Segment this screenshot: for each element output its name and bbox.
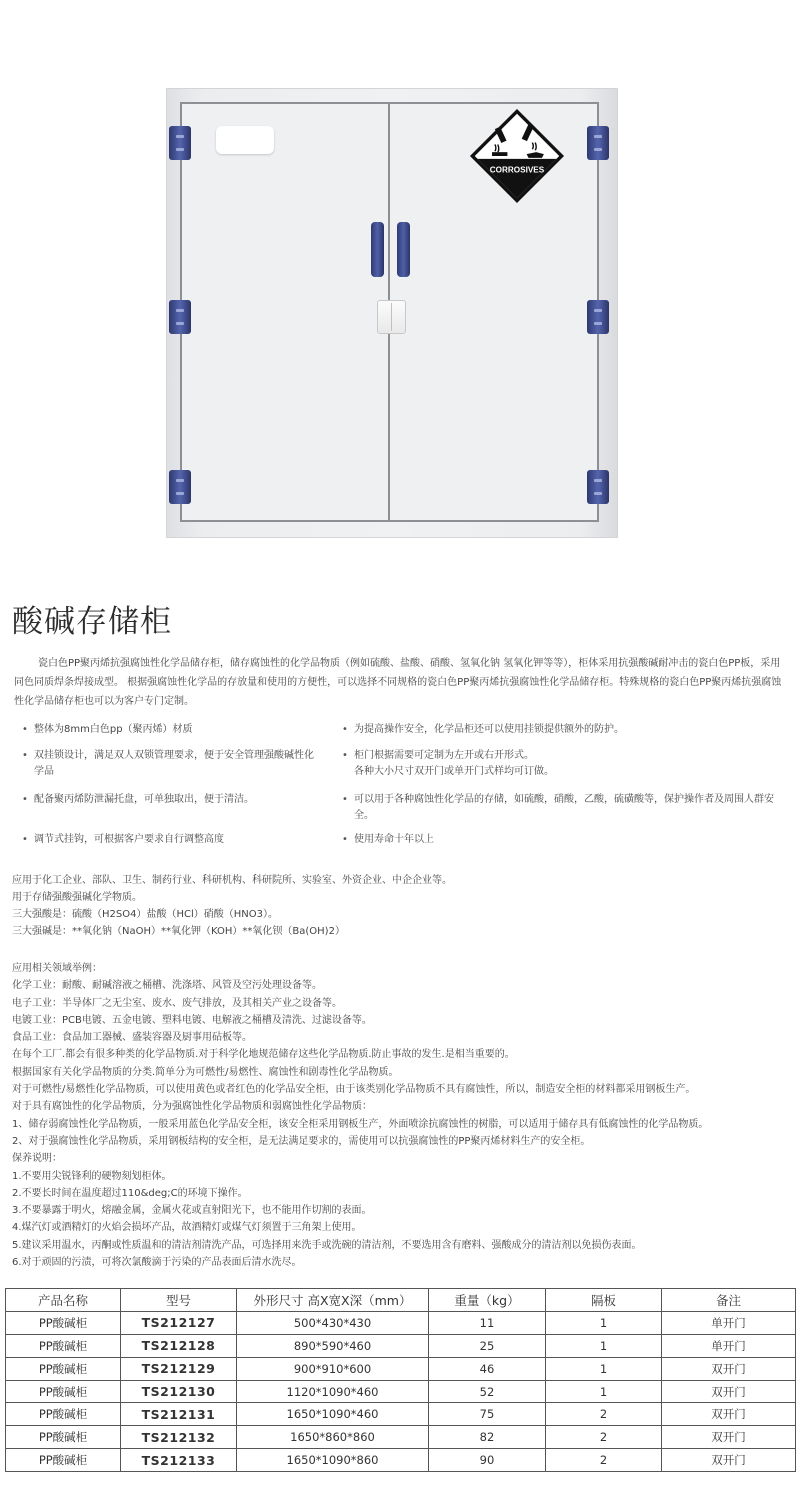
table-cell: TS212129 [121,1357,237,1380]
table-cell: TS212133 [121,1449,237,1472]
table-cell: 1 [546,1380,662,1403]
text-line: 5.建议采用温水，丙酮或性质温和的清洁剂清洗产品，可选择用来洗手或洗碗的清洁剂，不要选用含有磨料、强酸成分的清洁剂以免损伤表面。 [12,1239,642,1251]
table-cell: 25 [429,1334,546,1357]
usage-line: 应用于化工企业、部队、卫生、制药行业、科研机构、科研院所、实验室、外资企业、中企企业等。 [12,875,452,886]
table-row [6,1449,796,1472]
table-cell: PP酸碱柜 [6,1311,121,1334]
text-line: 2、对于强腐蚀性化学品物质，采用钢板结构的安全柜，是无法满足要求的，需使用可以抗强腐蚀性的PP聚丙烯材料生产的安全柜。 [12,1135,591,1147]
hinge-icon [169,300,191,334]
table-cell: 1650*860*860 [237,1426,429,1449]
text-line: 电子工业：半导体厂之无尘室、废水、废气排放，及其相关产业之设备等。 [12,997,342,1009]
text-line: 食品工业：食品加工器械、盛装容器及厨事用砧板等。 [12,1032,252,1044]
table-cell: 1 [546,1334,662,1357]
table-cell: 500*430*430 [237,1311,429,1334]
table-cell: 890*590*460 [237,1334,429,1357]
feature-item: • 为提高操作安全，化学品柜还可以使用挂锁提供额外的防护。 [342,722,792,738]
text-line: 对于具有腐蚀性的化学品物质，分为强腐蚀性化学品物质和弱腐蚀性化学品物质： [12,1101,372,1113]
hinge-icon [169,126,191,160]
text-line: 保养说明： [12,1153,62,1165]
table-cell: 2 [546,1449,662,1472]
table-cell: TS212132 [121,1426,237,1449]
table-cell: 单开门 [662,1311,796,1334]
column-header: 隔板 [546,1289,662,1312]
text-line: 应用相关领域举例： [12,963,102,974]
table-cell: 1 [546,1311,662,1334]
table-row [6,1426,796,1449]
table-cell: 75 [429,1403,546,1426]
padlock-hasp [377,300,406,334]
table-row [6,1380,796,1403]
feature-item: • 配备聚丙烯防泄漏托盘，可单独取出，便于清洁。 [22,792,322,808]
column-header: 产品名称 [6,1289,121,1312]
table-cell: 90 [429,1449,546,1472]
usage-line: 三大强碱是：**氧化钠（NaOH）**氧化钾（KOH）**氧化钡（Ba(OH)2） [12,926,345,937]
intro-paragraph: 瓷白色PP聚丙烯抗强腐蚀性化学品储存柜，储存腐蚀性的化学品物质（例如硫酸、盐酸、硝酸、氢氧化钠 氢氧化钾等等），柜体采用抗强酸碱耐冲击的瓷白色PP板，采用同色同质焊条焊接成型。 根据强腐蚀性化学品的存放量和使用的方便性，可以选择不同规格的瓷白色PP聚丙烯抗强腐蚀性化学品储存柜。特殊规格的瓷白色PP聚丙烯抗强腐蚀性化学品储存柜也可以为客户专门定制。 [14,658,782,707]
feature-item: • 可以用于各种腐蚀性化学品的存储，如硫酸，硝酸，乙酸，硫磺酸等，保护操作者及周围人群安全。 [342,792,792,824]
table-cell: PP酸碱柜 [6,1426,121,1449]
feature-item: • 整体为8mm白色pp（聚丙烯）材质 [22,722,322,738]
table-cell: 双开门 [662,1357,796,1380]
hinge-icon [587,126,609,160]
feature-item: • 柜门根据需要可定制为左开或右开形式。 各种大小尺寸双开门或单开门式样均可订做。 [342,748,792,780]
table-row [6,1311,796,1334]
table-cell: 82 [429,1426,546,1449]
feature-item: • 使用寿命十年以上 [342,832,792,848]
text-line: 2.不要长时间在温度超过110&deg;C的环境下操作。 [12,1187,248,1199]
table-cell: 1120*1090*460 [237,1380,429,1403]
table-cell: 1 [546,1357,662,1380]
usage-line: 用于存储强酸强碱化学物质。 [12,892,142,903]
table-cell: 1650*1090*860 [237,1449,429,1472]
corrosive-hazard-icon [469,108,565,204]
text-line: 化学工业：耐酸、耐碱溶液之桶槽、洗涤塔、风管及空污处理设备等。 [12,980,322,992]
table-cell: 52 [429,1380,546,1403]
text-line: 4.煤汽灯或酒精灯的火焰会损坏产品，故酒精灯或煤气灯须置于三角架上使用。 [12,1222,362,1234]
column-header: 重量（kg） [429,1289,546,1312]
label-plate [216,126,274,154]
hinge-icon [587,300,609,334]
table-cell: PP酸碱柜 [6,1334,121,1357]
text-line: 电镀工业：PCB电镀、五金电镀、塑料电镀、电解液之桶槽及清洗、过滤设备等。 [12,1014,372,1026]
table-row [6,1357,796,1380]
table-cell: 900*910*600 [237,1357,429,1380]
column-header: 型号 [121,1289,237,1312]
table-row [6,1334,796,1357]
table-cell: 双开门 [662,1380,796,1403]
table-header-row [6,1289,796,1312]
table-cell: TS212130 [121,1380,237,1403]
feature-item: • 双挂锁设计，满足双人双锁管理要求，便于安全管理强酸碱性化学品 [22,748,322,780]
text-line: 6.对于顽固的污渍，可将次氯酸滴于污染的产品表面后清水洗尽。 [12,1257,302,1269]
cabinet-door-left [180,102,389,522]
hinge-icon [587,470,609,504]
table-cell: TS212128 [121,1334,237,1357]
table-cell: 双开门 [662,1449,796,1472]
table-cell: 2 [546,1426,662,1449]
door-handle-right [397,222,410,277]
table-cell: 双开门 [662,1426,796,1449]
text-line: 根据国家有关化学品物质的分类.简单分为可燃性/易燃性、腐蚀性和剧毒性化学品物质。 [12,1066,399,1078]
text-line: 1、储存弱腐蚀性化学品物质，一般采用蓝色化学品安全柜，该安全柜采用钢板生产，外面喷涂抗腐蚀性的树脂，可以适用于储存具有低腐蚀性的化学品物质。 [12,1118,709,1130]
table-cell: PP酸碱柜 [6,1357,121,1380]
text-line: 在每个工厂.都会有很多种类的化学品物质.对于科学化地规范储存这些化学品物质.防止事故的发生.是相当重要的。 [12,1049,515,1061]
table-cell: 11 [429,1311,546,1334]
table-cell: TS212127 [121,1311,237,1334]
spec-table [5,1288,796,1472]
column-header: 备注 [662,1289,796,1312]
hinge-icon [169,470,191,504]
table-row [6,1403,796,1426]
table-cell: PP酸碱柜 [6,1380,121,1403]
text-line: 对于可燃性/易燃性化学品物质，可以使用黄色或者红色的化学品安全柜，由于该类别化学品物质不具有腐蚀性，所以，制造安全柜的材料都采用钢板生产。 [12,1084,696,1096]
text-line: 3.不要暴露于明火，熔融金属，金属火花或直射阳光下，也不能用作切割的表面。 [12,1205,372,1217]
table-cell: 双开门 [662,1403,796,1426]
table-cell: PP酸碱柜 [6,1449,121,1472]
application-section [12,960,792,1271]
table-cell: 1650*1090*460 [237,1403,429,1426]
table-cell: PP酸碱柜 [6,1403,121,1426]
door-handle-left [371,222,384,277]
hazard-label: CORROSIVES [489,165,545,175]
product-image [166,88,618,538]
table-cell: 2 [546,1403,662,1426]
table-cell: TS212131 [121,1403,237,1426]
table-cell: 单开门 [662,1334,796,1357]
text-line: 1.不要用尖锐锋利的硬物刻划柜体。 [12,1170,172,1182]
column-header: 外形尺寸 高X宽X深（mm） [237,1289,429,1312]
usage-section [12,872,792,940]
table-cell: 46 [429,1357,546,1380]
feature-item: • 调节式挂钩，可根据客户要求自行调整高度 [22,832,322,848]
usage-line: 三大强酸是：硫酸（H2SO4）盐酸（HCl）硝酸（HNO3）。 [12,909,278,920]
page-title: 酸碱存储柜 [12,604,172,640]
